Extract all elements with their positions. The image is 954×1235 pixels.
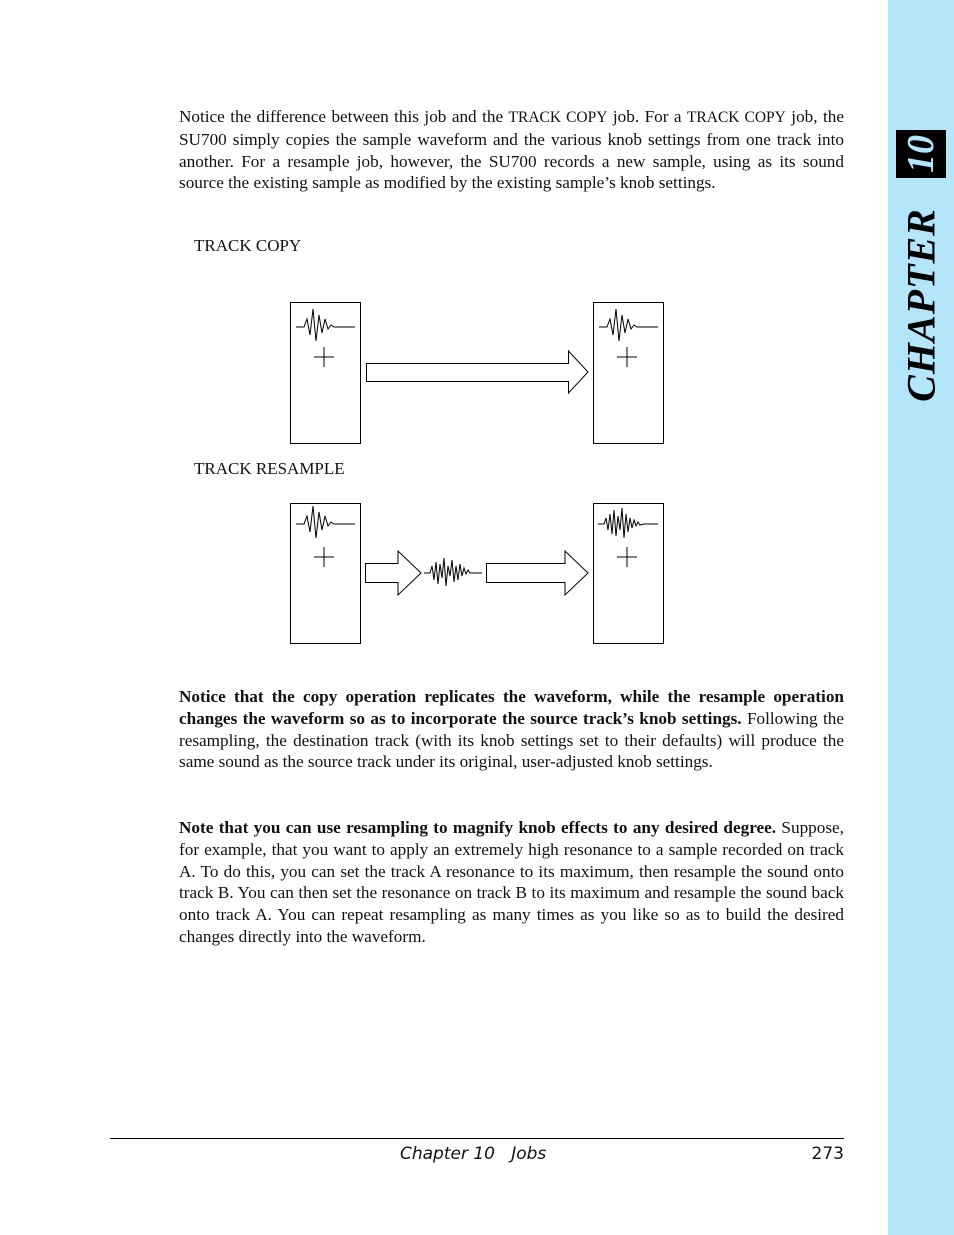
resample-arrow-1 [366, 551, 422, 595]
chapter-tab [888, 130, 954, 402]
magnify-paragraph [179, 817, 844, 948]
track-copy-term: TRACK COPY [508, 109, 608, 126]
track-resample-diagram [280, 496, 680, 651]
track-copy-term-2: TRACK COPY [686, 109, 786, 126]
intro-paragraph [179, 106, 844, 194]
footer-chapter: Chapter 10 Jobs [400, 1144, 547, 1164]
intro-text-3: job, the SU700 simply copies the sample waveform and the various knob settings from one track into another. For a resample job, however, the SU700 records a new sample, using as its sound source the existing sample as modified by the existing sample’s knob settings. [179, 107, 844, 193]
copy-arrow [367, 351, 589, 393]
source-track-box [291, 303, 361, 444]
chapter-word: CHAPTER [898, 208, 944, 402]
footer-rule [110, 1138, 844, 1139]
track-resample-label: TRACK RESAMPLE [194, 459, 345, 478]
footer-page-number: 273 [811, 1144, 844, 1164]
chapter-number: 10 [900, 135, 942, 173]
dest-track-box [594, 303, 664, 444]
copy-vs-resample-bold: Notice that the copy operation replicates the waveform, while the resample operation changes the waveform so as to incorporate the source track’s knob settings. [179, 687, 844, 728]
magnify-text: Suppose, for example, that you want to apply an extremely high resonance to a sample recorded on track A. To do this, you can set the track A resonance to its maximum, then resample the sound onto track B. You can then set the resonance on track B to its maximum and resample the sound back onto track A. You can repeat resampling as many times as you like so as to build the desired changes directly into the waveform. [179, 818, 844, 946]
processed-waveform [424, 558, 482, 586]
copy-vs-resample-text: Following the resampling, the destination track (with its knob settings set to their defaults) will produce the same sound as the source track under its original, user-adjusted knob settings. [179, 708, 845, 772]
magnify-bold: Note that you can use resampling to magnify knob effects to any desired degree. [179, 818, 777, 837]
intro-text-1: Notice the difference between this job and the [179, 107, 509, 126]
intro-text-2: job. For a [607, 107, 687, 126]
chapter-number-box [896, 130, 946, 178]
resample-arrow-2 [487, 551, 589, 595]
track-copy-label: TRACK COPY [194, 236, 302, 255]
track-copy-diagram [280, 295, 680, 450]
copy-vs-resample-paragraph [179, 686, 844, 773]
